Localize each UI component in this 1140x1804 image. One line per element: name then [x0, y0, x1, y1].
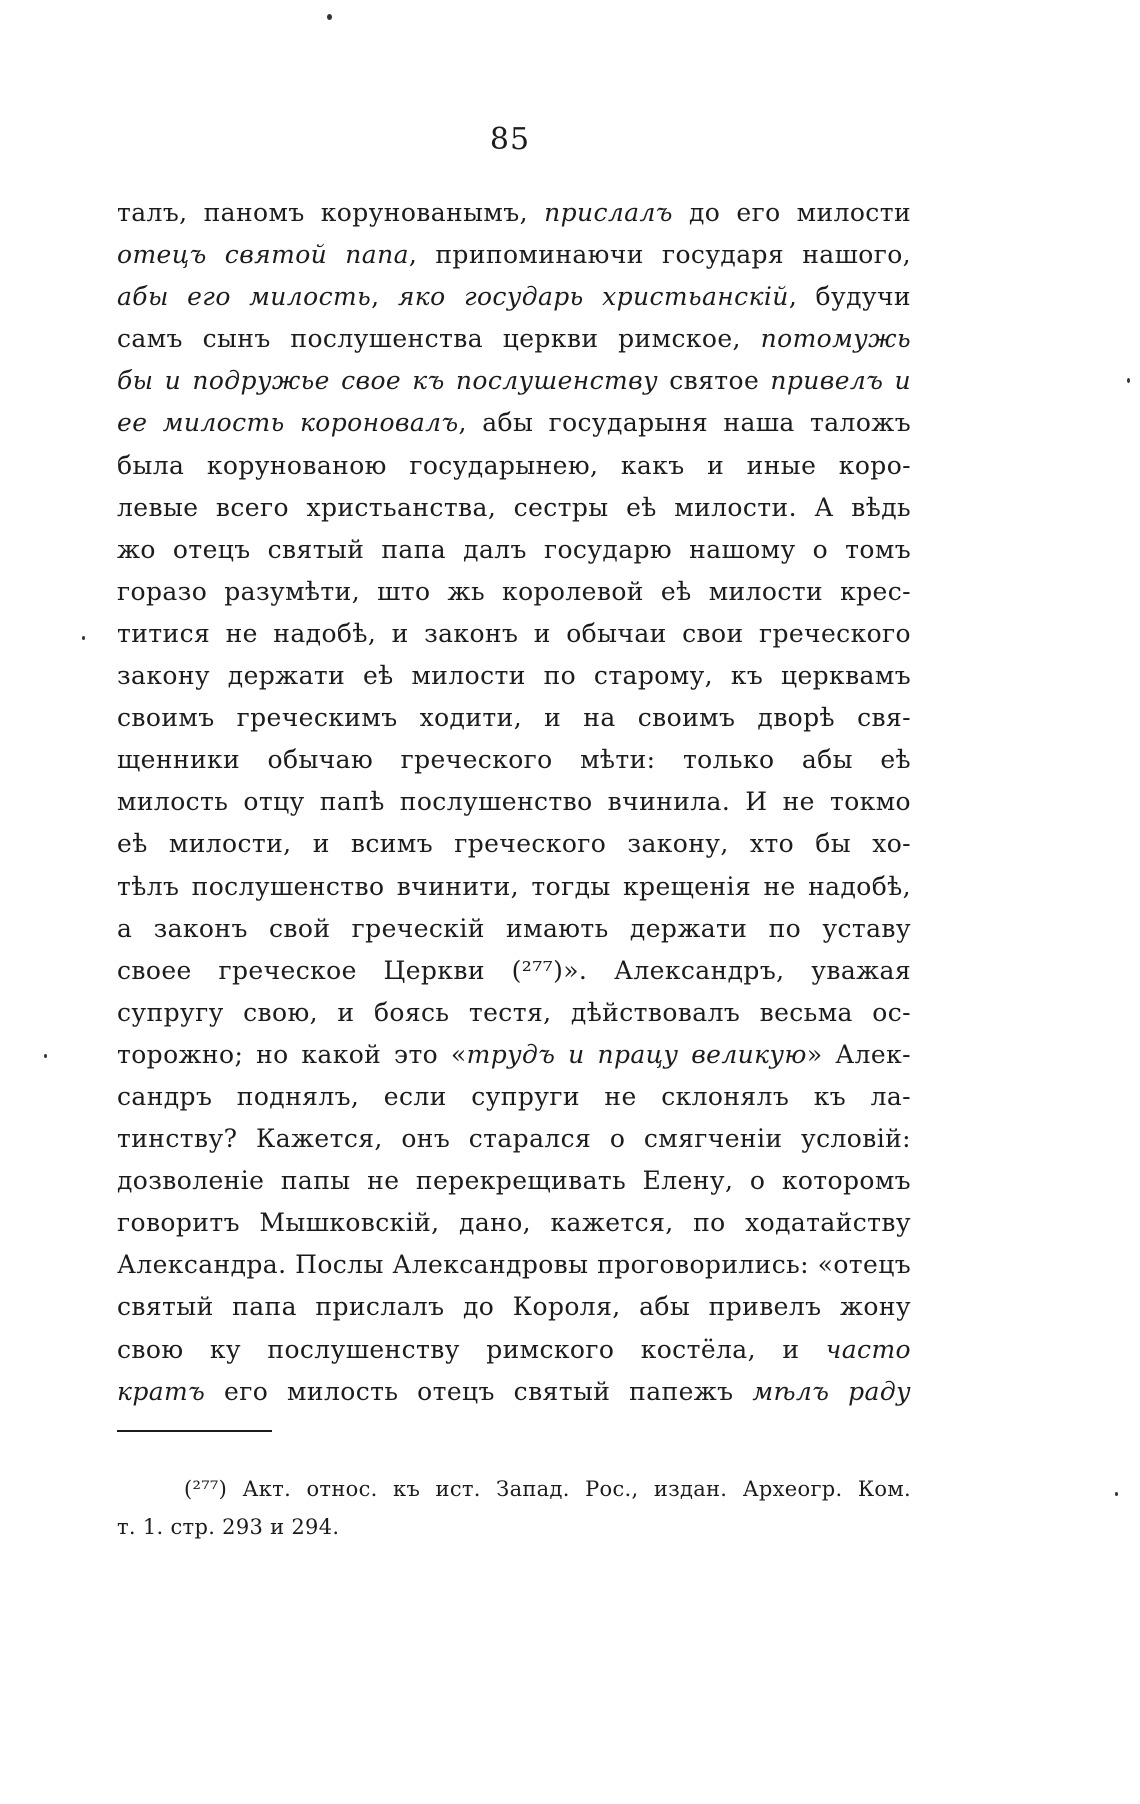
- text-run: » Алек-: [806, 1039, 911, 1069]
- text-line: [117, 1034, 911, 1076]
- text-run: талъ, паномъ корунованымъ,: [117, 198, 545, 227]
- italic-run: бы и подружье свое къ послушенству: [117, 366, 658, 396]
- text-line: [117, 1118, 911, 1160]
- text-line: [117, 234, 911, 276]
- text-run: говоритъ Мышковскій, дано, кажется, по ходатайству: [117, 1208, 911, 1238]
- text-run: закону держати еѣ милости по старому, къ церквамъ: [117, 661, 911, 691]
- text-run: милость отцу папѣ послушенство вчинила. И не токмо: [117, 787, 911, 817]
- italic-run: яко государь христьанскій: [397, 282, 789, 312]
- text-run: щенники обычаю греческого мѣти: только абы еѣ: [117, 745, 911, 775]
- text-run: еѣ милости, и всимъ греческого закону, хто бы хо-: [117, 829, 911, 859]
- text-run: сандръ поднялъ, если супруги не склонялъ къ ла-: [117, 1081, 911, 1111]
- text-line: [117, 1286, 911, 1328]
- text-run: дозволеніе папы не перекрещивать Елену, о которомъ: [117, 1166, 911, 1196]
- italic-run: потомужь: [760, 324, 911, 354]
- text-line: [117, 1076, 911, 1118]
- text-run: торожно; но какой это «: [117, 1039, 467, 1069]
- ink-speck: [44, 1054, 47, 1058]
- text-run: жо отецъ святый папа далъ государю нашому о томъ: [117, 534, 911, 564]
- italic-run: ее милость короновалъ: [117, 408, 459, 438]
- text-line: [117, 529, 911, 571]
- ink-speck: [1115, 1492, 1118, 1496]
- footnotes: [117, 1470, 911, 1546]
- text-run: титися не надобѣ, и законъ и обычаи свои греческого: [117, 618, 911, 648]
- ink-speck: [1127, 378, 1130, 383]
- text-line: [117, 992, 911, 1034]
- text-line: [117, 908, 911, 950]
- text-run: а законъ свой греческій имають держати по уставу: [117, 913, 911, 943]
- page-number: 85: [489, 122, 531, 157]
- ink-speck: [82, 636, 85, 640]
- text-run: святое: [658, 366, 771, 396]
- text-line: [117, 781, 911, 823]
- text-run: свою ку послушенству римского костёла, и: [117, 1334, 826, 1364]
- text-line: [117, 445, 911, 487]
- footnote-line: т. 1. стр. 293 и 294.: [117, 1515, 340, 1539]
- text-run: , припоминаючи государя нашого,: [408, 240, 911, 270]
- text-run: до его милости: [672, 198, 912, 227]
- text-line: [117, 655, 911, 697]
- text-line: [117, 1244, 911, 1286]
- text-run: своее греческое Церкви (²⁷⁷)». Александръ, уважая: [117, 955, 911, 985]
- text-line: [117, 697, 911, 739]
- text-line: [117, 571, 911, 613]
- italic-run: мѣлъ раду: [752, 1376, 911, 1406]
- text-line: [117, 192, 911, 234]
- text-run: горазо разумѣти, што жь королевой еѣ милости крес-: [117, 576, 911, 606]
- italic-run: часто: [825, 1334, 911, 1364]
- text-run: тѣлъ послушенство вчинити, тогды крещенія не надобѣ,: [117, 871, 911, 901]
- footnote-rule: [117, 1430, 272, 1432]
- text-run: его милость отецъ святый папежъ: [205, 1376, 753, 1406]
- text-line: [117, 318, 911, 360]
- text-run: святый папа прислалъ до Короля, абы привелъ жону: [117, 1292, 911, 1322]
- text-run: своимъ греческимъ ходити, и на своимъ дворѣ свя-: [117, 703, 911, 733]
- footnote-line: (²⁷⁷) Акт. относ. къ ист. Запад. Рос., издан. Археогр. Ком.: [184, 1477, 911, 1501]
- text-run: Александра. Послы Александровы проговорились: «отецъ: [117, 1250, 911, 1280]
- text-line: [117, 1160, 911, 1202]
- text-line: [117, 950, 911, 992]
- text-run: самъ сынъ послушенства церкви римское,: [117, 324, 761, 354]
- text-line: [117, 1371, 911, 1413]
- italic-run: кратъ: [117, 1376, 206, 1406]
- italic-run: прислалъ: [544, 198, 673, 227]
- text-line: [117, 866, 911, 908]
- italic-run: отецъ святой папа: [117, 240, 409, 270]
- text-run: левые всего христьанства, сестры еѣ милости. А вѣдь: [117, 492, 911, 522]
- italic-run: абы его милость: [117, 282, 372, 312]
- italic-run: трудъ и працу великую: [466, 1039, 807, 1069]
- text-line: [117, 823, 911, 865]
- text-line: [117, 487, 911, 529]
- text-line: [117, 276, 911, 318]
- text-line: [117, 739, 911, 781]
- text-run: , будучи: [788, 282, 911, 312]
- body-text: [117, 192, 911, 1413]
- text-line: [117, 1202, 911, 1244]
- text-run: ,: [371, 282, 398, 312]
- text-line: [117, 360, 911, 402]
- ink-speck: [327, 14, 332, 20]
- text-run: тинству? Кажется, онъ старался о смягченіи условій:: [117, 1124, 911, 1154]
- text-line: [117, 613, 911, 655]
- text-line: [117, 1329, 911, 1371]
- text-line: [117, 402, 911, 444]
- text-run: была корунованою государынею, какъ и иные коро-: [117, 450, 911, 480]
- italic-run: привелъ и: [770, 366, 912, 396]
- text-run: супругу свою, и боясь тестя, дѣйствовалъ весьма ос-: [117, 997, 911, 1027]
- text-run: , абы государыня наша таложъ: [458, 408, 911, 438]
